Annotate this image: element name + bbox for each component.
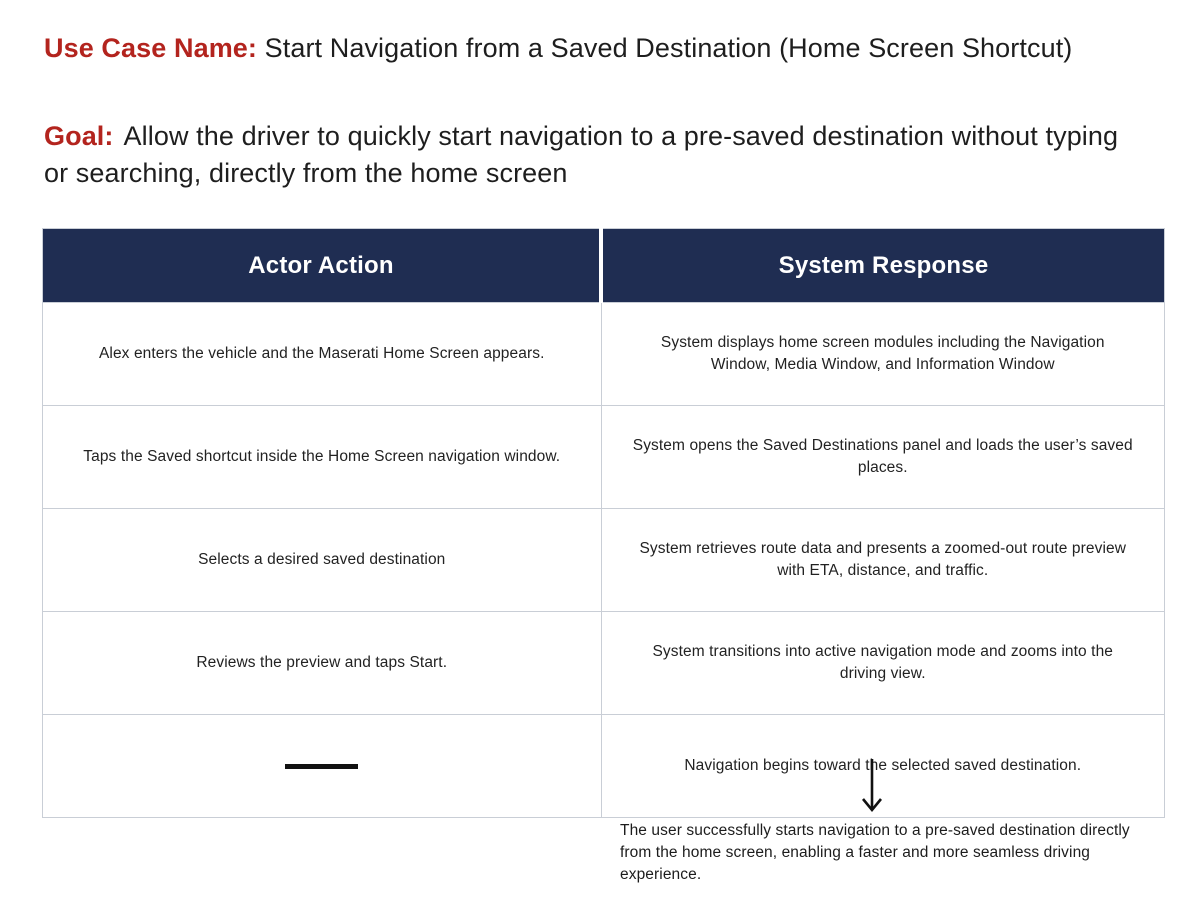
system-response-cell: System transitions into active navigation mode and zooms into the driving view. — [601, 612, 1165, 715]
use-case-value: Start Navigation from a Saved Destination (Home Screen Shortcut) — [264, 33, 1073, 63]
actor-action-cell: Selects a desired saved destination — [43, 509, 602, 612]
table-row — [43, 612, 1165, 715]
goal-label: Goal: — [44, 121, 114, 151]
actor-action-cell: Reviews the preview and taps Start. — [43, 612, 602, 715]
table-header-row — [43, 229, 1165, 303]
header-cell-system-response: System Response — [601, 229, 1165, 303]
actor-action-cell: Taps the Saved shortcut inside the Home Screen navigation window. — [43, 406, 602, 509]
header-cell-actor-action: Actor Action — [43, 229, 602, 303]
system-response-cell: System retrieves route data and presents a zoomed-out route preview with ETA, distance, and traffic. — [601, 509, 1165, 612]
actor-action-cell-empty — [43, 715, 602, 818]
use-case-label: Use Case Name: — [44, 33, 258, 63]
system-response-cell: System displays home screen modules including the Navigation Window, Media Window, and Information Window — [601, 303, 1165, 406]
table-row — [43, 509, 1165, 612]
actor-system-table — [42, 228, 1165, 818]
outcome-text: The user successfully starts navigation to a pre-saved destination directly from the home screen, enabling a faster and more seamless driving experience. — [620, 822, 1130, 883]
table-row — [43, 406, 1165, 509]
table-row — [43, 715, 1165, 818]
table-row — [43, 303, 1165, 406]
goal-value: Allow the driver to quickly start navigation to a pre-saved destination without typing or searching, directly from the home screen — [44, 121, 1119, 188]
system-response-cell: System opens the Saved Destinations panel and loads the user’s saved places. — [601, 406, 1165, 509]
goal-statement — [0, 66, 1188, 192]
system-response-cell: Navigation begins toward the selected saved destination. — [601, 715, 1165, 818]
empty-action-dash — [285, 764, 358, 769]
down-arrow-icon — [858, 758, 886, 814]
actor-action-cell: Alex enters the vehicle and the Maserati Home Screen appears. — [43, 303, 602, 406]
use-case-title — [0, 0, 1200, 66]
